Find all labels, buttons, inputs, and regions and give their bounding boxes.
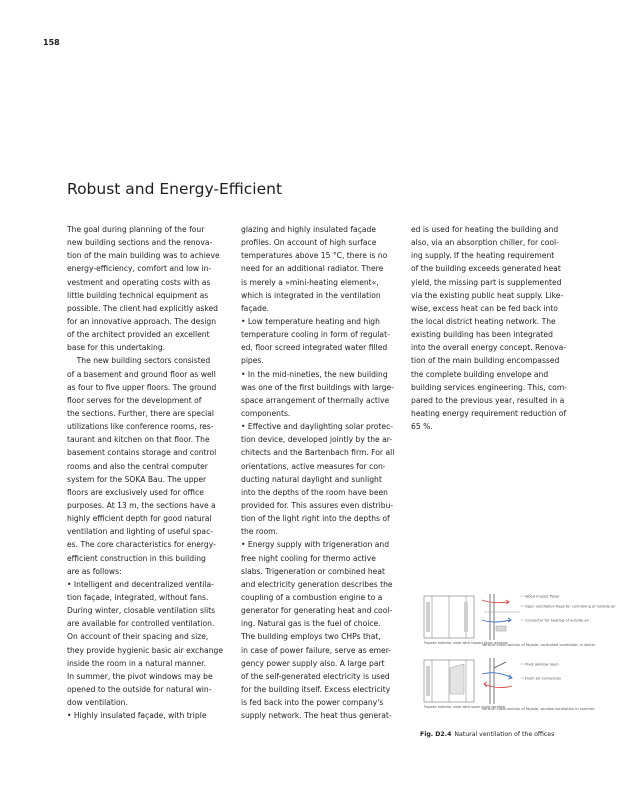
text-line: via the existing public heat supply. Like- — [411, 290, 564, 300]
text-line: of the architect provided an excellent — [67, 330, 210, 340]
text-line: into the overall energy concept. Renova- — [411, 343, 566, 353]
text-line: floor serves for the development of — [67, 395, 202, 405]
text-line: vestment and operating costs with as — [67, 277, 211, 287]
text-line: into the depths of the room have been — [241, 487, 388, 497]
text-line: glazing and highly insulated façade — [241, 225, 376, 234]
text-line: • Effective and daylighting solar protec- — [241, 422, 393, 432]
text-line: is fed back into the power company's — [241, 698, 384, 708]
text-line: temperatures above 15 °C, there is no — [241, 251, 388, 261]
text-line: the room. — [241, 527, 278, 537]
text-line: pared to the previous year, resulted in a — [411, 395, 565, 405]
section-winter-drawing — [482, 594, 520, 640]
text-line: tion of the light right into the depths of — [241, 514, 390, 524]
text-line: supply network. The heat thus generat- — [241, 711, 392, 721]
text-line: the sections. Further, there are special — [67, 408, 215, 418]
text-line: On account of their spacing and size, — [67, 632, 209, 642]
text-line: profiles. On account of high surface — [241, 238, 377, 248]
text-line: efficient construction in this building — [67, 553, 206, 563]
text-line: energy-efficiency, comfort and low in- — [67, 264, 212, 274]
figure-number: Fig. D2.4 — [420, 731, 452, 738]
text-line: of the self-generated electricity is used — [241, 671, 390, 681]
text-line: coupling of a combustion engine to a — [241, 592, 383, 602]
text-line: ed, floor screed integrated water filled — [241, 343, 388, 353]
text-line: The goal during planning of the four — [67, 225, 205, 234]
text-line: need for an additional radiator. There — [241, 264, 384, 274]
text-line: taurant and kitchen on that floor. The — [67, 435, 210, 445]
text-line: In summer, the pivot windows may be — [67, 671, 213, 681]
text-line: which is integrated in the ventilation — [241, 290, 381, 300]
text-line: ing. Natural gas is the fuel of choice. — [241, 619, 381, 629]
text-line: rooms and also the central computer — [67, 461, 208, 471]
text-line: system for the SOKA Bau. The upper — [67, 474, 207, 484]
text-line: highly efficient depth for good natural — [67, 514, 212, 524]
text-line: During winter, closable ventilation slits — [67, 606, 216, 616]
text-line: tion of the main building was to achieve — [67, 251, 220, 261]
label-fresh-air: Fresh air convection — [525, 676, 562, 681]
text-line: slabs. Trigeneration or combined heat — [241, 566, 385, 576]
text-line: they provide hygienic basic air exchange — [67, 645, 223, 655]
text-column-2 — [241, 223, 394, 722]
label-facade-winter: Façade exterior view with closed pivot window — [424, 641, 508, 645]
text-line: opened to the outside for natural win- — [67, 684, 212, 694]
text-line: components. — [241, 408, 291, 418]
label-facade-summer: Façade exterior view with open pivot window — [424, 705, 506, 709]
text-line: façade. — [241, 303, 270, 313]
text-line: was one of the first buildings with large- — [241, 382, 394, 392]
text-line: The new building sectors consisted — [67, 356, 211, 366]
text-line: the complete building envelope and — [411, 369, 549, 379]
figure-caption — [420, 731, 554, 738]
text-line: ventilation and lighting of useful spac- — [67, 527, 214, 537]
text-line: building services engineering. This, com- — [411, 382, 567, 392]
text-line: heating energy requirement reduction of — [411, 408, 567, 418]
text-line: for an innovative approach. The design — [67, 316, 217, 326]
text-line: base for this undertaking. — [67, 343, 166, 353]
text-line: chitects and the Bartenbach firm. For all — [241, 448, 395, 458]
figure-caption-text: Natural ventilation of the offices — [454, 731, 555, 738]
label-wood-panel: Wood impost Panel — [525, 594, 560, 599]
text-line: tion device, developed jointly by the ar- — [241, 435, 393, 445]
text-line: orientations, active measures for con- — [241, 461, 386, 471]
label-section-summer: Vertical cross-section of façade, window ventilation in summer — [482, 707, 595, 711]
text-line: yield, the missing part is supplemented — [411, 277, 562, 287]
text-line: tion of the main building encompassed — [411, 356, 560, 366]
ventilation-figure — [420, 590, 616, 720]
label-convector: Convector for heating of outside air — [525, 618, 590, 623]
text-line: • Energy supply with trigeneration and — [241, 540, 390, 550]
text-line: new building sections and the renova- — [67, 238, 213, 248]
facade-closed-drawing — [424, 596, 474, 638]
text-line: are as follows: — [67, 566, 122, 576]
text-line: ing supply. If the heating requirement — [411, 251, 555, 261]
text-line: pipes. — [241, 356, 264, 366]
text-line: in case of power failure, serve as emer- — [241, 645, 392, 655]
text-line: of a basement and ground floor as well — [67, 369, 216, 379]
text-line: 65 %. — [411, 422, 433, 432]
label-open-slits: Open ventilation flaps for controlling of outside air — [525, 604, 616, 609]
text-line: es. The core characteristics for energy- — [67, 540, 216, 550]
label-pivot-open: Pivot window open — [525, 662, 559, 667]
text-line: wise, excess heat can be fed back into — [411, 303, 558, 313]
text-column-1 — [67, 223, 223, 722]
text-line: ed is used for heating the building and — [411, 225, 559, 234]
text-line: purposes. At 13 m, the sections have a — [67, 500, 216, 510]
section-summer-drawing — [482, 658, 512, 704]
text-line: the local district heating network. The — [411, 316, 556, 326]
text-line: provided for. This assures even distribu- — [241, 500, 394, 510]
page-number: 158 — [43, 38, 60, 47]
text-line: is merely a »mini-heating element«, — [241, 277, 379, 287]
text-line: free night cooling for thermo active — [241, 553, 376, 563]
text-line: temperature cooling in form of regulat- — [241, 330, 390, 340]
text-line: • In the mid-nineties, the new building — [241, 369, 388, 379]
text-line: basement contains storage and control — [67, 448, 217, 458]
text-line: • Intelligent and decentralized ventila- — [67, 579, 214, 589]
text-line: • Low temperature heating and high — [241, 316, 380, 326]
text-line: possible. The client had explicitly asked — [67, 303, 219, 313]
text-line: inside the room in a natural manner. — [67, 658, 206, 668]
text-line: tion façade, integrated, without fans. — [67, 592, 209, 602]
text-line: of the building exceeds generated heat — [411, 264, 561, 274]
text-line: generator for generating heat and cool- — [241, 606, 393, 616]
text-line: gency power supply also. A large part — [241, 658, 385, 668]
text-line: ducting natural daylight and sunlight — [241, 474, 382, 484]
text-line: existing building has been integrated — [411, 330, 553, 340]
text-line: also, via an absorption chiller, for cool- — [411, 238, 559, 248]
text-line: floors are exclusively used for office — [67, 487, 204, 497]
facade-open-drawing — [424, 660, 474, 702]
section-title: Robust and Energy-Efficient — [67, 180, 283, 198]
text-line: are available for controlled ventilation. — [67, 619, 215, 629]
text-line: dow ventilation. — [67, 698, 128, 708]
text-line: for the building itself. Excess electricity — [241, 684, 391, 694]
text-line: as four to five upper floors. The ground — [67, 382, 217, 392]
text-column-3 — [411, 223, 567, 433]
text-line: space arrangement of thermally active — [241, 395, 390, 405]
text-line: utilizations like conference rooms, res- — [67, 422, 214, 432]
text-line: and electricity generation describes the — [241, 579, 393, 589]
label-section-winter: Vertical cross-section of façade, controlled ventilation in winter — [482, 643, 596, 647]
text-line: little building technical equipment as — [67, 290, 209, 300]
text-line: • Highly insulated façade, with triple — [67, 711, 207, 721]
text-line: The building employs two CHPs that, — [241, 632, 381, 642]
